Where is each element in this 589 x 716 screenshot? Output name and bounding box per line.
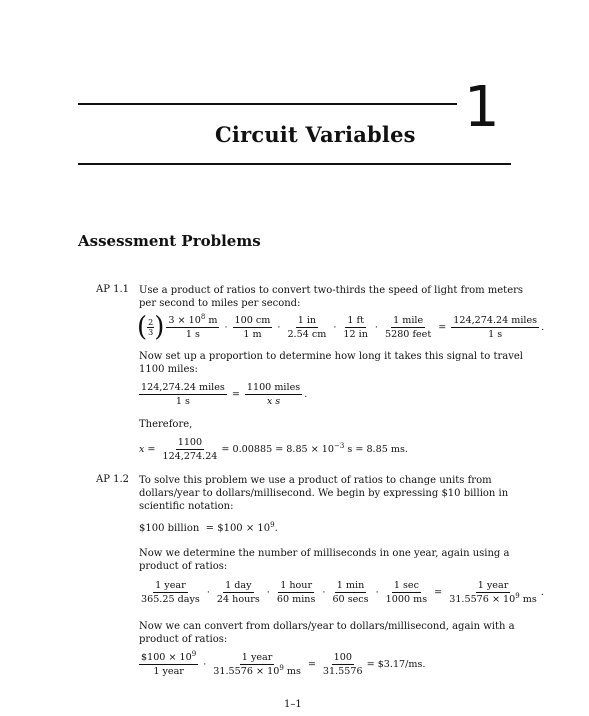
ap11-equation-proportion: $\frac{\text{124,274.24 miles}}{1 s}$ = $\frac{\text{1100 miles}}{\text{x s}}$ . — [141, 382, 308, 407]
ap11-therefore: Therefore, — [139, 419, 193, 430]
chapter-rule-bottom — [78, 163, 511, 165]
page-number: 1–1 — [284, 699, 302, 710]
ap12-equation-milliseconds: $\frac{\text{1 year}}{\text{365.25 days}}$ · $\frac{\text{1 day}}{\text{24 hours}}$ · $\frac{\text{1 hour}}{60 \min s}$ · $\frac{1 \min}{60 \sec s}$ · $\frac{1 \sec}{1000 ms}$ = $\frac{\text{1 year}}{31.5576 \times 10^9 ms}$ . — [141, 580, 544, 605]
fraction: $\frac{\text{1 hour}}{60 \min s}$ — [276, 580, 316, 605]
chapter-rule-top — [78, 103, 457, 105]
chapter-number: 1 — [464, 75, 500, 140]
ap11-text2-line2: 1100 miles: — [139, 364, 198, 375]
fraction: $\frac{\text{124,274.24 miles}}{1 s}$ — [141, 382, 225, 407]
fraction: $\frac{1 \min}{60 \sec s}$ — [332, 580, 369, 605]
ap12-text2-line1: Now we determine the number of milliseconds in one year, again using a — [139, 548, 510, 559]
ap12-text2-line2: product of ratios: — [139, 561, 228, 572]
fraction: $\frac{1 ft}{12 in}$ — [343, 314, 368, 340]
problem-label-ap12: AP 1.2 — [96, 474, 130, 485]
chapter-title: Circuit Variables — [215, 122, 416, 147]
fraction: $\frac{\text{1 year}}{31.5576 \times 10^9 ms}$ — [449, 580, 537, 605]
ap12-intro-line2: dollars/year to dollars/millisecond. We begin by expressing $10 billion in — [139, 488, 509, 499]
right-paren: ) — [154, 311, 165, 343]
fraction: $\frac{1 in}{2.54 cm}$ — [287, 314, 327, 340]
ap11-intro-line1: Use a product of ratios to convert two-thirds the speed of light from meters — [139, 285, 524, 296]
ap11-text2-line1: Now set up a proportion to determine how long it takes this signal to travel — [139, 351, 523, 362]
fraction: $\frac{1 \sec}{1000 ms}$ — [385, 580, 428, 605]
fraction: $\frac{\text{1 mile}}{\text{5280 feet}}$ — [384, 314, 432, 340]
problem-label-ap11: AP 1.1 — [96, 284, 130, 295]
ap12-text3-line2: product of ratios: — [139, 634, 228, 645]
ap12-equation-rate: $\frac{\$100 \times 10^9}{\text{1 year}}$ · $\frac{\text{1 year}}{31.5576 \times 10^9 ms}$ = $\frac{100}{31.5576}$ = $3.17/ms. — [141, 650, 426, 677]
section-title: Assessment Problems — [78, 232, 261, 250]
two-thirds-fraction: $\frac{2}{3}$ — [148, 317, 154, 337]
fraction: $\frac{\$100 \times 10^9}{\text{1 year}}$ — [141, 650, 197, 677]
fraction: $\frac{\text{124,274.24 miles}}{1 s}$ — [453, 314, 538, 340]
ap12-intro-line3: scientific notation: — [139, 501, 234, 512]
ap12-intro-line1: To solve this problem we use a product of ratios to change units from — [139, 475, 492, 486]
left-paren: ( — [137, 311, 148, 343]
fraction: $\frac{\text{1 year}}{31.5576 \times 10^9 ms}$ — [213, 652, 301, 677]
fraction: $\frac{1100}{124,274.24}$ — [162, 437, 218, 462]
ap12-text3-line1: Now we can convert from dollars/year to dollars/millisecond, again with a — [139, 621, 515, 632]
fraction: $\frac{\text{1 day}}{\text{24 hours}}$ — [216, 580, 260, 605]
ap12-equation-billion: $100 billion = $100 × $10^9$. — [139, 521, 278, 534]
fraction: $\frac{100}{31.5576}$ — [322, 652, 363, 677]
fraction: $\frac{100 cm}{1 m}$ — [234, 314, 271, 340]
ap11-equation-speed: ( $\frac{2}{3}$ ) $\frac{3 \times 10^8 m}{1 s}$ · $\frac{100 cm}{1 m}$ · $\frac{1 in}{2.54 cm}$ · $\frac{1 ft}{12 in}$ · $\frac{\text{1 mile}}{\text{5280 feet}}$ = $\frac{\text{124,274.24 miles}}{1 s}$ . — [137, 311, 545, 343]
ap11-intro-line2: per second to miles per second: — [139, 298, 301, 309]
fraction: $\frac{\text{1100 miles}}{\text{x s}}$ — [246, 382, 301, 407]
ap11-equation-result: x = $\frac{1100}{124,274.24}$ = $0.00885 = 8.85 \times 10^{-3}$ s = 8.85 ms. — [139, 437, 408, 462]
fraction: $\frac{3 \times 10^8 m}{1 s}$ — [168, 312, 218, 340]
fraction: $\frac{\text{1 year}}{\text{365.25 days}}$ — [141, 580, 200, 605]
